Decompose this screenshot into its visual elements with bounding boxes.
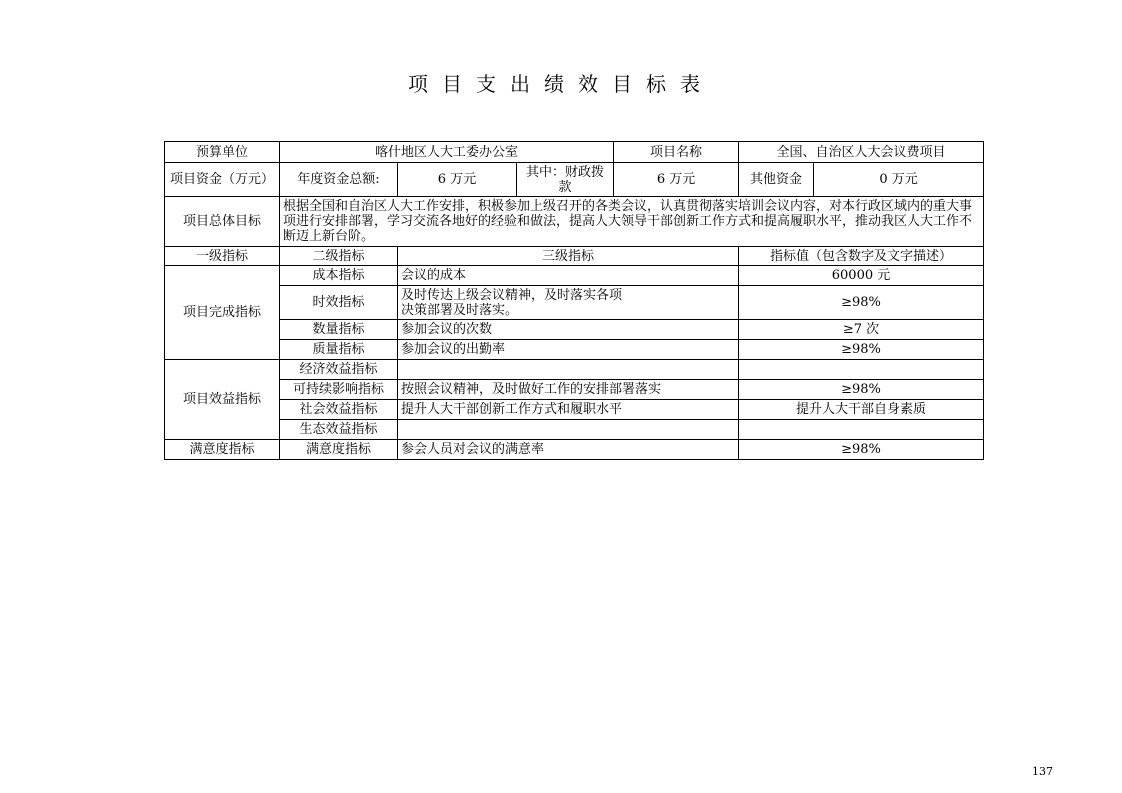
level3-cell: 参加会议的出勤率 <box>398 340 739 360</box>
column-header-row <box>165 247 984 266</box>
level3-cell: 提升人大干部创新工作方式和履职水平 <box>398 400 739 420</box>
annual-total-label: 年度资金总额: <box>280 163 398 197</box>
table-row <box>165 286 984 320</box>
page-title: 项目支出绩效目标表 <box>408 72 714 96</box>
table-row <box>165 420 984 440</box>
funds-row <box>165 163 984 197</box>
other-funds-label: 其他资金 <box>739 163 814 197</box>
value-cell: ≥98% <box>739 380 984 400</box>
level3-cell <box>398 420 739 440</box>
value-header: 指标值（包含数字及文字描述） <box>739 247 984 266</box>
header-row <box>165 142 984 163</box>
value-cell: ≥98% <box>739 286 984 320</box>
table-row <box>165 320 984 340</box>
level2-cell: 社会效益指标 <box>280 400 398 420</box>
level3-cell <box>398 360 739 380</box>
level2-cell: 时效指标 <box>280 286 398 320</box>
funds-label: 项目资金（万元） <box>165 163 280 197</box>
level3-cell: 参加会议的次数 <box>398 320 739 340</box>
level2-cell: 质量指标 <box>280 340 398 360</box>
performance-table <box>164 141 984 460</box>
level3-cell: 及时传达上级会议精神，及时落实各项决策部署及时落实。 <box>398 286 739 320</box>
overall-goal-text: 根据全国和自治区人大工作安排，积极参加上级召开的各类会议，认真贯彻落实培训会议内容，对本行政区域内的重大事项进行安排部署，学习交流各地好的经验和做法，提高人大领导干部创新工作方式和提高履职水平，推动我区人大工作不断迈上新台阶。 <box>280 197 984 247</box>
level2-cell: 成本指标 <box>280 266 398 286</box>
value-cell <box>739 420 984 440</box>
overall-goal-label: 项目总体目标 <box>165 197 280 247</box>
level2-cell: 可持续影响指标 <box>280 380 398 400</box>
table-row <box>165 440 984 460</box>
value-cell: ≥98% <box>739 340 984 360</box>
fiscal-value: 6 万元 <box>614 163 739 197</box>
annual-total-value: 6 万元 <box>398 163 517 197</box>
level2-cell: 经济效益指标 <box>280 360 398 380</box>
completion-group-label: 项目完成指标 <box>165 266 280 360</box>
level3-cell: 参会人员对会议的满意率 <box>398 440 739 460</box>
level2-header: 二级指标 <box>280 247 398 266</box>
value-cell: 提升人大干部自身素质 <box>739 400 984 420</box>
level2-cell: 满意度指标 <box>280 440 398 460</box>
level1-header: 一级指标 <box>165 247 280 266</box>
other-funds-value: 0 万元 <box>814 163 984 197</box>
budget-unit-label: 预算单位 <box>165 142 280 163</box>
project-name-value: 全国、自治区人大会议费项目 <box>739 142 984 163</box>
overall-goal-row <box>165 197 984 247</box>
table-row <box>165 340 984 360</box>
page-number: 137 <box>1032 765 1053 778</box>
level2-cell: 数量指标 <box>280 320 398 340</box>
value-cell: ≥98% <box>739 440 984 460</box>
level3-header: 三级指标 <box>398 247 739 266</box>
table-row <box>165 266 984 286</box>
project-name-label: 项目名称 <box>614 142 739 163</box>
satisfaction-group-label: 满意度指标 <box>165 440 280 460</box>
table-row <box>165 400 984 420</box>
benefit-group-label: 项目效益指标 <box>165 360 280 440</box>
table-row <box>165 360 984 380</box>
value-cell: 60000 元 <box>739 266 984 286</box>
fiscal-label: 其中：财政拨款 <box>517 163 614 197</box>
table-row <box>165 380 984 400</box>
level3-cell: 按照会议精神，及时做好工作的安排部署落实 <box>398 380 739 400</box>
level2-cell: 生态效益指标 <box>280 420 398 440</box>
budget-unit-value: 喀什地区人大工委办公室 <box>280 142 614 163</box>
level3-cell: 会议的成本 <box>398 266 739 286</box>
value-cell <box>739 360 984 380</box>
value-cell: ≥7 次 <box>739 320 984 340</box>
